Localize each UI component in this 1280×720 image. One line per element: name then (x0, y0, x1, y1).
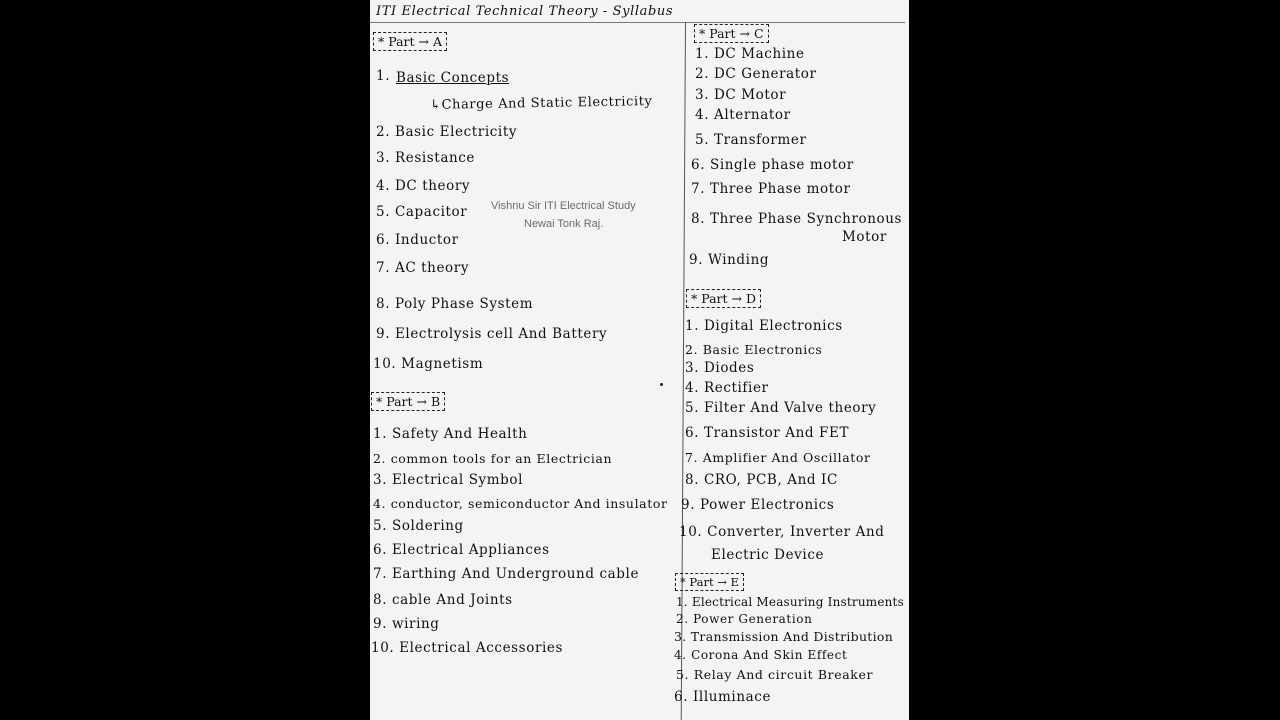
part-b-item-2: 2. common tools for an Electrician (373, 451, 613, 466)
part-a-item-9: 9. Electrolysis cell And Battery (376, 326, 608, 342)
title-underline (370, 22, 905, 23)
part-c-item-3: 3. DC Motor (695, 87, 787, 103)
watermark-line-2: Newai Tonk Raj. (524, 218, 604, 230)
part-a-item-5: 5. Capacitor (376, 204, 468, 220)
part-c-item-1: 1. DC Machine (695, 46, 805, 62)
part-d-item-5: 5. Filter And Valve theory (685, 400, 877, 416)
part-a-item-1-number: 1. (376, 68, 391, 84)
part-a-item-1-subtopic: ↳Charge And Static Electricity (429, 94, 653, 113)
part-d-item-9: 9. Power Electronics (681, 497, 835, 513)
part-e-item-3: 3. Transmission And Distribution (674, 629, 894, 644)
part-d-item-1: 1. Digital Electronics (685, 318, 843, 334)
part-b-item-1: 1. Safety And Health (373, 426, 528, 442)
part-e-heading: * Part → E (675, 573, 744, 591)
part-b-item-6: 6. Electrical Appliances (373, 542, 550, 558)
part-a-item-6: 6. Inductor (376, 232, 459, 248)
part-e-item-5: 5. Relay And circuit Breaker (676, 667, 874, 682)
part-e-item-6: 6. Illuminace (674, 689, 772, 705)
part-e-item-4: 4. Corona And Skin Effect (674, 648, 848, 662)
part-c-heading: * Part → C (694, 24, 769, 43)
part-c-item-2: 2. DC Generator (695, 66, 817, 82)
part-a-item-4: 4. DC theory (376, 178, 471, 194)
part-e-item-1: 1. Electrical Measuring Instruments (676, 595, 904, 609)
part-d-item-4: 4. Rectifier (685, 380, 769, 396)
part-d-item-2: 2. Basic Electronics (685, 342, 823, 357)
part-b-item-4: 4. conductor, semiconductor And insulator (373, 496, 668, 511)
part-c-item-4: 4. Alternator (695, 107, 791, 123)
watermark-line-1: Vishnu Sir ITI Electrical Study (491, 200, 636, 212)
part-d-item-10: 10. Converter, Inverter And (679, 524, 885, 540)
part-a-item-8: 8. Poly Phase System (376, 296, 534, 312)
part-c-item-6: 6. Single phase motor (691, 157, 854, 173)
part-b-heading: * Part → B (371, 392, 445, 411)
part-d-item-6: 6. Transistor And FET (685, 425, 850, 441)
part-a-item-1-label: Basic Concepts (396, 70, 510, 86)
part-d-item-10-cont: Electric Device (711, 547, 825, 563)
part-a-heading: * Part → A (373, 32, 447, 51)
part-b-item-7: 7. Earthing And Underground cable (373, 566, 640, 582)
part-c-item-5: 5. Transformer (695, 132, 807, 148)
part-a-item-2: 2. Basic Electricity (376, 124, 518, 140)
part-e-item-2: 2. Power Generation (676, 612, 813, 626)
part-c-item-9: 9. Winding (689, 252, 770, 268)
part-c-item-8: 8. Three Phase Synchronous (691, 211, 903, 227)
part-d-item-7: 7. Amplifier And Oscillator (685, 450, 871, 465)
page-title: ITI Electrical Technical Theory - Syllabus (376, 4, 674, 19)
part-d-item-3: 3. Diodes (685, 360, 755, 376)
ink-dot (660, 383, 663, 386)
part-b-item-5: 5. Soldering (373, 518, 464, 534)
part-a-item-10: 10. Magnetism (373, 356, 484, 372)
syllabus-paper (370, 0, 909, 720)
part-b-item-3: 3. Electrical Symbol (373, 472, 524, 488)
part-d-item-8: 8. CRO, PCB, And IC (685, 472, 838, 488)
part-b-item-9: 9. wiring (373, 616, 440, 632)
part-a-item-7: 7. AC theory (376, 260, 470, 276)
part-b-item-8: 8. cable And Joints (373, 592, 513, 608)
part-c-item-8-cont: Motor (842, 229, 887, 245)
part-a-item-3: 3. Resistance (376, 150, 476, 166)
part-c-item-7: 7. Three Phase motor (691, 181, 851, 197)
part-d-heading: * Part → D (686, 289, 761, 308)
part-b-item-10: 10. Electrical Accessories (371, 640, 564, 656)
